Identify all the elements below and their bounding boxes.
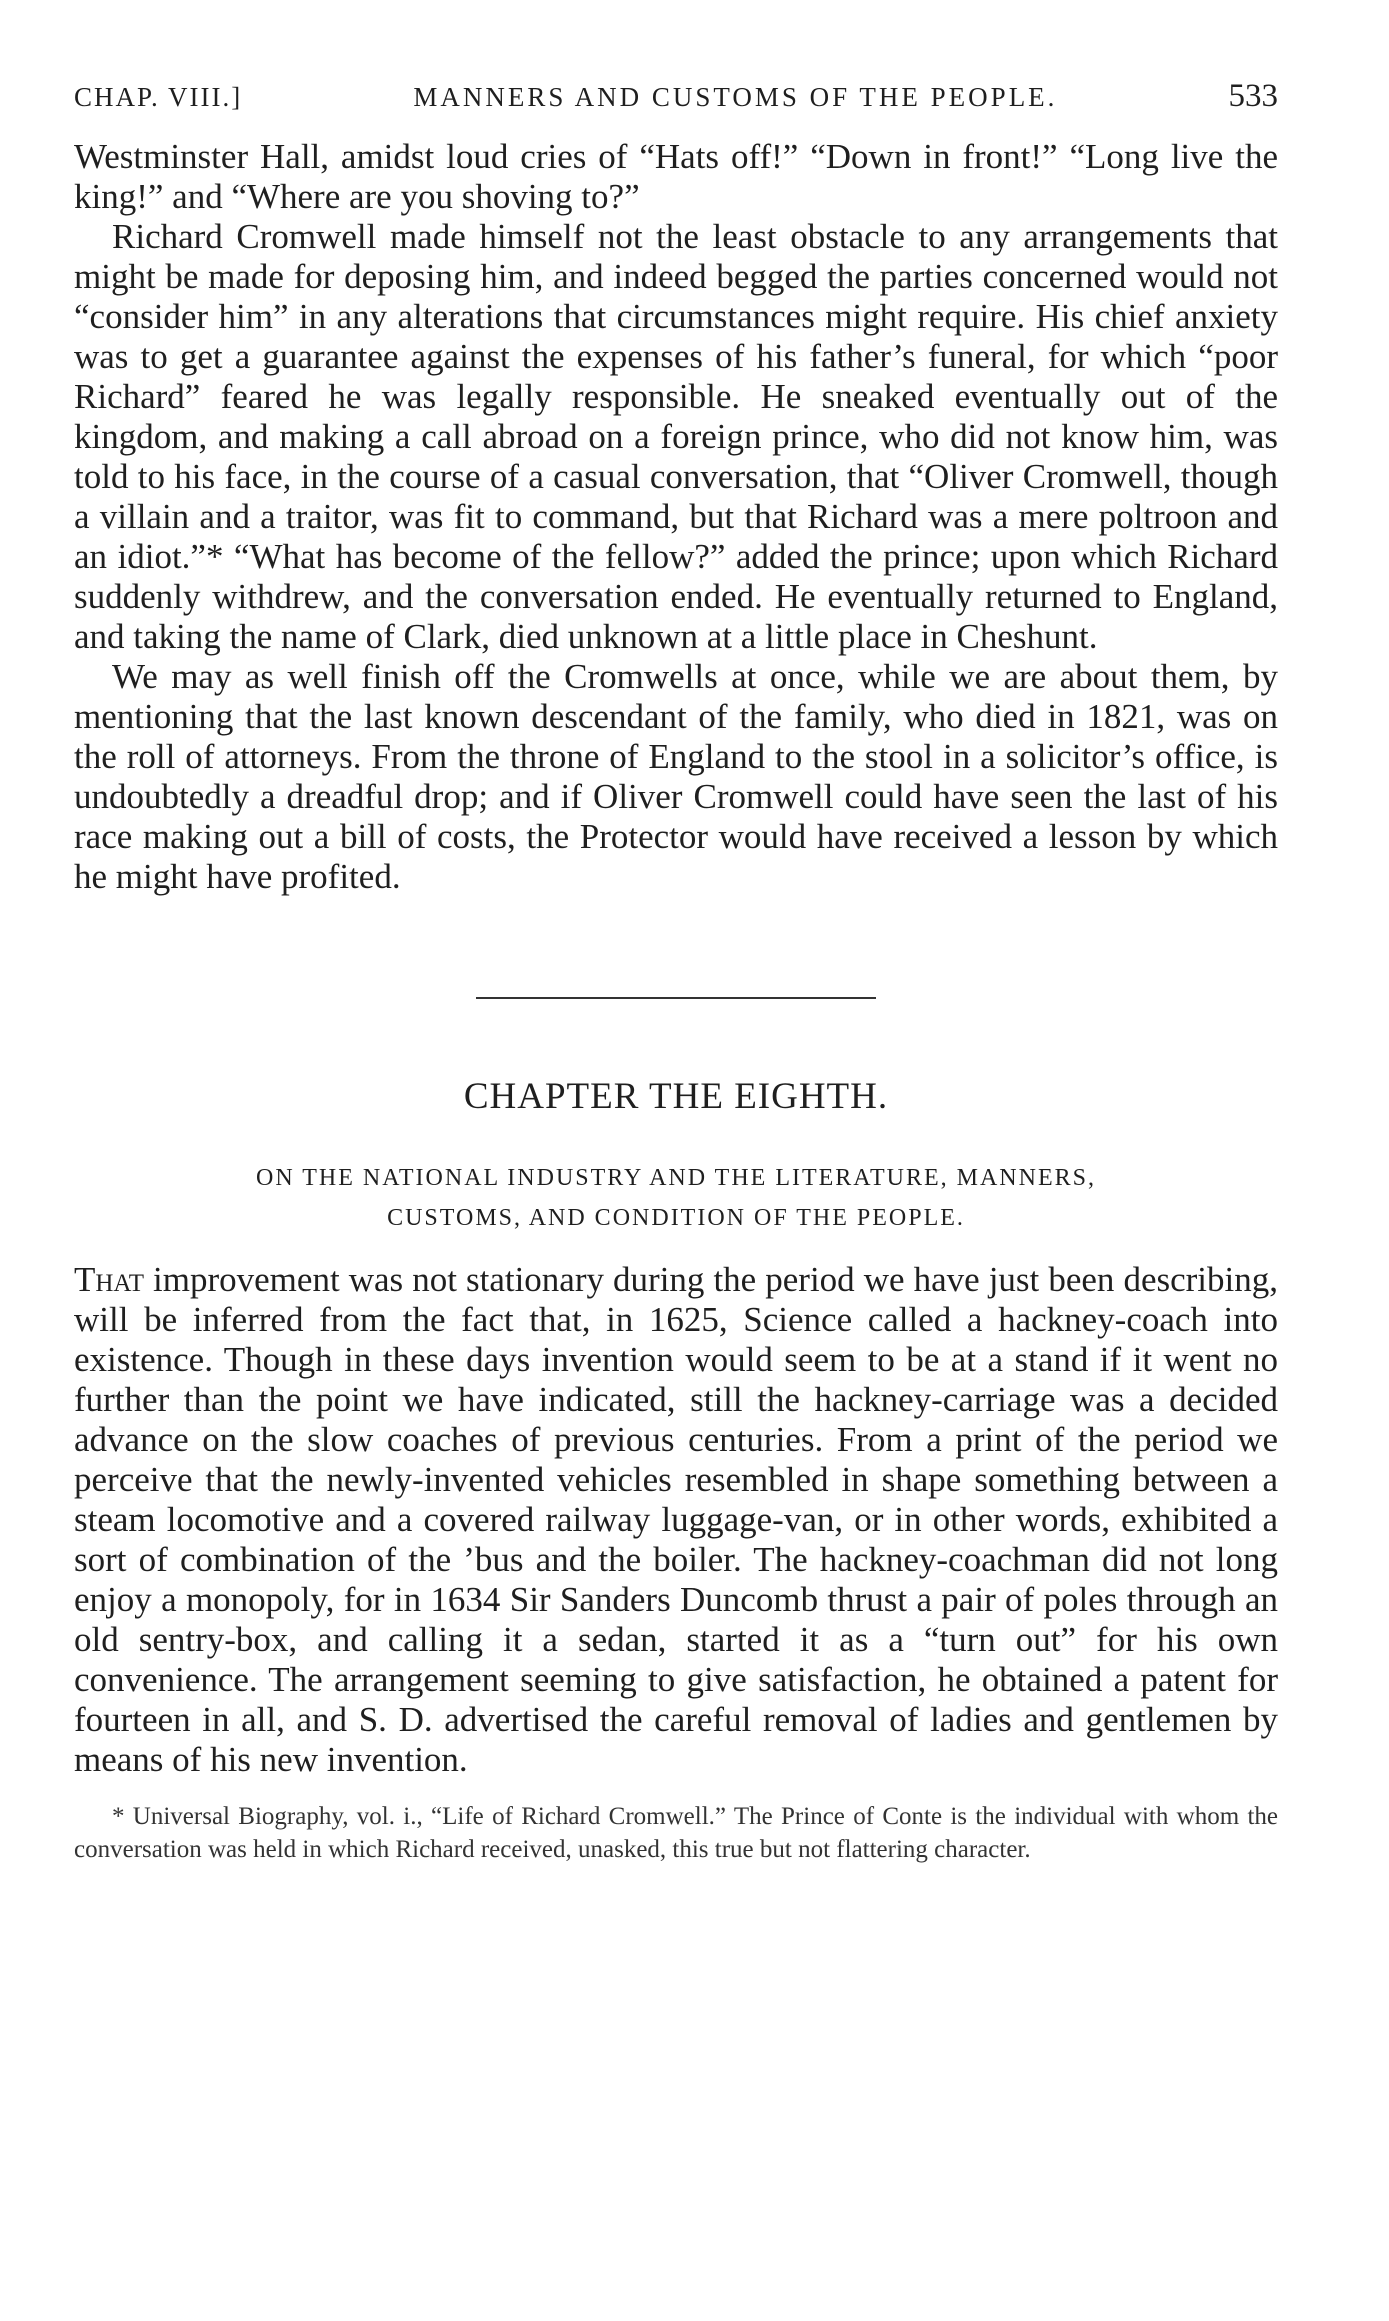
section-divider [476,997,876,999]
chapter-subtitle-line-1: ON THE NATIONAL INDUSTRY AND THE LITERATURE, MANNERS, [256,1165,1096,1191]
opening-word: That [74,1260,144,1299]
chapter-subtitle-line-2: CUSTOMS, AND CONDITION OF THE PEOPLE. [387,1205,965,1231]
chapter-reference: CHAP. VIII.] [74,82,243,112]
book-page [74,78,1278,1891]
paragraph-cromwell-descendants: We may as well finish off the Cromwells at once, while we are about them, by mentioning that the last known descendant of the family, who died in 1821, was on the roll of attorneys. From the throne of England to the stool in a solicitor’s office, is undoubtedly a dreadful drop; and if Oliver Cromwell could have seen the last of his race making out a bill of costs, the Protector would have received a lesson by which he might have profited. [74,657,1278,896]
chapter-title: CHAPTER THE EIGHTH. [463,1076,889,1117]
page-number: 533 [1228,78,1278,114]
footnote: * Universal Biography, vol. i., “Life of Richard Cromwell.” The Prince of Conte is the individual with whom the conversation was held in which Richard received, unasked, this true but not flattering character. [74,1803,1278,1863]
chapter-opening-paragraph [74,1260,1278,1780]
paragraph-richard-cromwell: Richard Cromwell made himself not the least obstacle to any arrangements that might be made for deposing him, and indeed begged the parties concerned would not “consider him” in any alterations that circumstances might require. His chief anxiety was to get a guarantee against the expenses of his father’s funeral, for which “poor Richard” feared he was legally responsible. He sneaked eventually out of the kingdom, and making a call abroad on a foreign prince, who did not know him, was told to his face, in the course of a casual conversation, that “Oliver Cromwell, though a villain and a traitor, was fit to command, but that Richard was a mere poltroon and an idiot.”* “What has become of the fellow?” added the prince; upon which Richard suddenly withdrew, and the conversation ended. He eventually returned to England, and taking the name of Clark, died unknown at a little place in Cheshunt. [74,217,1278,656]
opening-paragraph-body: improvement was not stationary during the period we have just been describing, will be inferred from the fact that, in 1625, Science called a hackney-coach into existence. Though in these days invention would seem to be at a stand if it went no further than the point we have indicated, still the hackney-carriage was a decided advance on the slow coaches of previous centuries. From a print of the period we perceive that the newly-invented vehicles resembled in shape something between a steam locomotive and a covered railway luggage-van, or in other words, exhibited a sort of combination of the ’bus and the boiler. The hackney-coachman did not long enjoy a monopoly, for in 1634 Sir Sanders Duncomb thrust a pair of poles through an old sentry-box, and calling it a sedan, started it as a “turn out” for his own convenience. The arrangement seeming to give satisfaction, he obtained a patent for fourteen in all, and S. D. advertised the careful removal of ladies and gentlemen by means of his new invention. [74,1260,1278,1779]
chapter-subtitle [74,1158,1278,1238]
paragraph-westminster: Westminster Hall, amidst loud cries of “Hats off!” “Down in front!” “Long live the king!” and “Where are you shoving to?” [74,137,1278,216]
running-header [74,78,1278,115]
running-title: MANNERS AND CUSTOMS OF THE PEOPLE. [413,82,1058,112]
